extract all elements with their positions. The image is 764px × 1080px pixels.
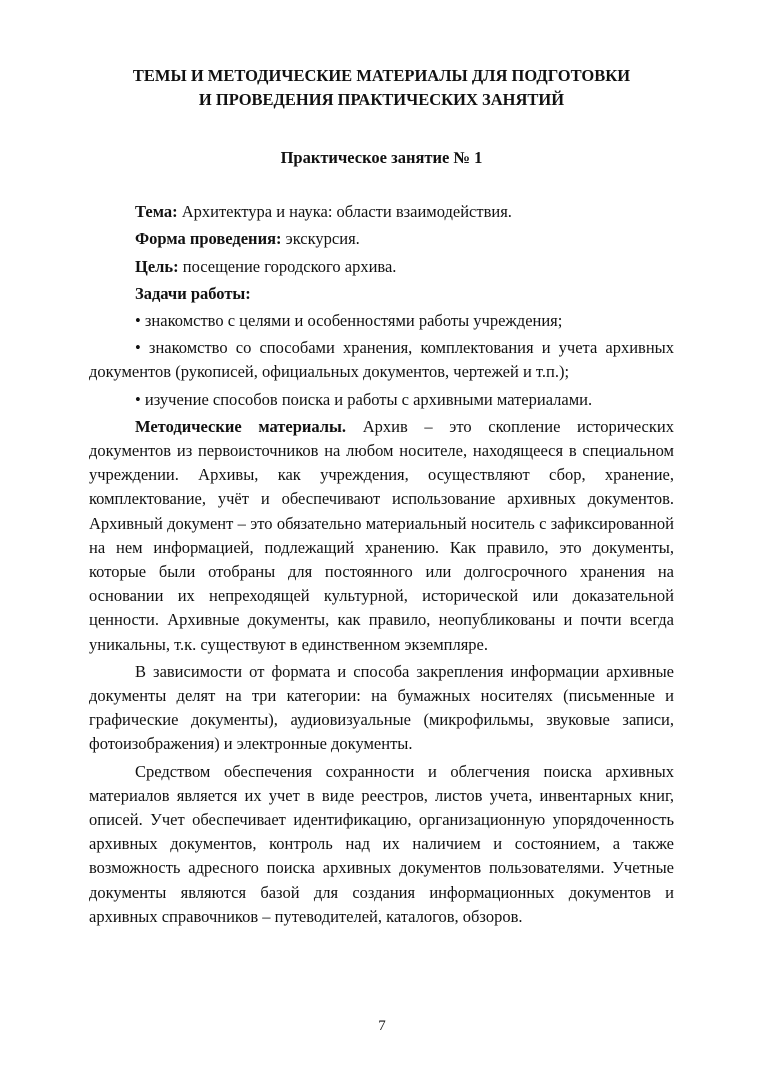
form-label: Форма проведения: — [135, 229, 282, 249]
list-item — [89, 309, 674, 333]
methods-label: Методические материалы. — [135, 416, 347, 436]
list-item — [89, 336, 674, 384]
tasks-list — [89, 309, 674, 412]
form-value: экскурсия. — [281, 229, 360, 249]
methods-paragraph — [89, 415, 674, 657]
tasks-label: Задачи работы: — [135, 283, 251, 303]
task-text: изучение способов поиска и работы с архивными материалами. — [144, 389, 593, 409]
goal-line — [89, 255, 674, 279]
bullet-icon: • — [135, 311, 141, 331]
goal-value: посещение городского архива. — [178, 256, 397, 276]
page-number: 7 — [378, 1018, 386, 1034]
bullet-icon: • — [135, 389, 141, 409]
bullet-icon: • — [135, 338, 141, 358]
document-page — [89, 64, 674, 929]
body-paragraph: В зависимости от формата и способа закрепления информации архивные документы делят на три категории: на бумажных носителях (письменные и графические документы), аудиовизуальные (микрофильмы, звуковые записи, фотоизображения) и электронные документы. — [89, 661, 674, 754]
list-item — [89, 388, 674, 412]
goal-label: Цель: — [135, 256, 179, 276]
section-subtitle: Практическое занятие № 1 — [280, 148, 483, 167]
form-line — [89, 227, 674, 251]
topic-label: Тема: — [135, 202, 178, 222]
page-title-line-1: ТЕМЫ И МЕТОДИЧЕСКИЕ МАТЕРИАЛЫ ДЛЯ ПОДГОТОВКИ — [132, 66, 631, 85]
task-text: знакомство с целями и особенностями работы учреждения; — [144, 311, 563, 331]
task-text: знакомство со способами хранения, комплектования и учета архивных документов (рукописей, официальных документов, чертежей и т.п.); — [89, 338, 675, 382]
tasks-heading — [89, 282, 674, 306]
topic-line — [89, 200, 674, 224]
page-title-line-2: И ПРОВЕДЕНИЯ ПРАКТИЧЕСКИХ ЗАНЯТИЙ — [198, 90, 565, 109]
body-paragraph: Средством обеспечения сохранности и облегчения поиска архивных материалов является их учет в виде реестров, листов учета, инвентарных книг, описей. Учет обеспечивает идентификацию, организационную упорядоченность архивных документов, контроль над их наличием и состоянием, а также возможность адресного поиска архивных документов пользователями. Учетные документы являются базой для создания информационных документов и архивных справочников – путеводителей, каталогов, обзоров. — [89, 761, 674, 926]
methods-text: Архив – это скопление исторических документов из первоисточников на любом носителе, находящееся в специальном учреждении. Архивы, как учреждения, осуществляют сбор, хранение, комплектование, учёт и обеспечивают использование архивных документов. Архивный документ – это обязательно материальный носитель с зафиксированной на нем информацией, подлежащий хранению. Как правило, это документы, которые были отобраны для постоянного или долгосрочного хранения на основании их непреходящей культурной, исторической или доказательной ценности. Архивные документы, как правило, неопубликованы и почти всегда уникальны, т.к. существуют в единственном экземпляре. — [89, 416, 674, 654]
page-title — [89, 64, 674, 112]
topic-value: Архитектура и наука: области взаимодействия. — [177, 202, 512, 222]
